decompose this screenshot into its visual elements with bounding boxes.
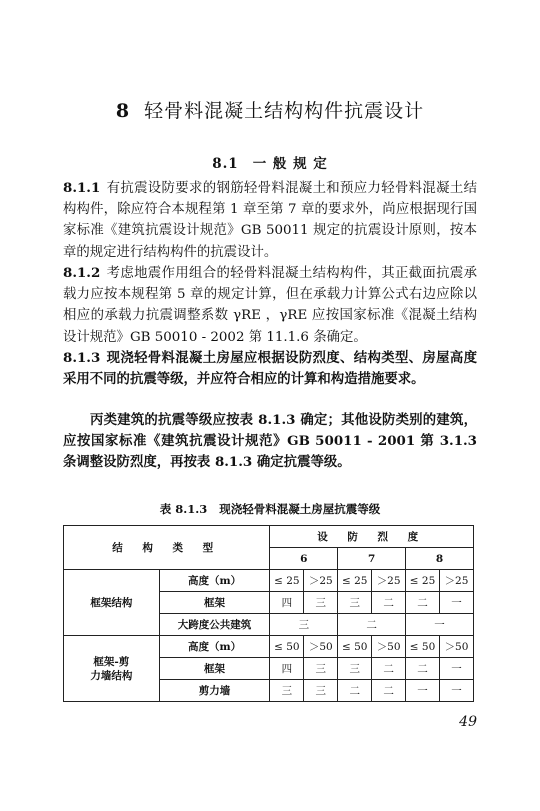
clause-text: 有抗震设防要求的钢筋轻骨料混凝土和预应力轻骨料混凝土结构构件，除应符合本规程第 1 章至第 7 章的要求外，尚应根据现行国家标准《建筑抗震设计规范》GB 50011 规定的抗震设计原则，按本章的规定进行结构构件的抗震设计。 bbox=[63, 181, 477, 260]
table-cell: ＞25 bbox=[304, 570, 338, 592]
table-cell: ≤ 50 bbox=[406, 636, 440, 658]
structure-label-line: 力墙结构 bbox=[90, 669, 133, 682]
table-cell: 二 bbox=[372, 680, 406, 702]
intensity-cell: 8 bbox=[406, 548, 474, 570]
structure-frame-shear-wall bbox=[64, 636, 160, 702]
table-cell: 二 bbox=[372, 658, 406, 680]
clause-8-1-3 bbox=[63, 348, 477, 390]
table-cell: ＞50 bbox=[440, 636, 474, 658]
clause-text: 考虑地震作用组合的轻骨料混凝土结构构件，其正截面抗震承载力应按本规程第 5 章的规定计算，但在承载力计算公式右边应除以相应的承载力抗震调整系数 γRE ，γRE 应按国家标准《混凝土结构设计规范》GB 50010 - 2002 第 11.1.6 条确定。 bbox=[63, 266, 477, 345]
table-cell: 三 bbox=[338, 592, 372, 614]
clause-number: 8.1.1 bbox=[63, 180, 101, 196]
clause-number: 8.1.2 bbox=[63, 265, 101, 281]
structure-label-line: 框架-剪 bbox=[93, 655, 130, 668]
table-cell: ＞50 bbox=[304, 636, 338, 658]
table-cell: ＞25 bbox=[372, 570, 406, 592]
row-label: 高度（m） bbox=[159, 636, 270, 658]
table-cell: 三 bbox=[270, 680, 304, 702]
table-cell: ≤ 25 bbox=[338, 570, 372, 592]
table-cell: 三 bbox=[338, 658, 372, 680]
table-cell: ≤ 50 bbox=[338, 636, 372, 658]
chapter-title-text: 轻骨料混凝土结构构件抗震设计 bbox=[144, 100, 425, 122]
clause-8-1-1 bbox=[63, 178, 477, 263]
table-cell: 二 bbox=[372, 592, 406, 614]
chapter-title bbox=[0, 96, 540, 123]
intensity-cell: 7 bbox=[338, 548, 406, 570]
table-cell: ≤ 50 bbox=[270, 636, 304, 658]
section-number: 8.1 bbox=[212, 156, 239, 172]
paragraph-text: 丙类建筑的抗震等级应按表 8.1.3 确定；其他设防类别的建筑，应按国家标准《建筑抗震设计规范》GB 50011 - 2001 第 3.1.3 条调整设防烈度，再按表 8.1.3 确定抗震等级。 bbox=[63, 412, 477, 471]
table-row bbox=[64, 570, 474, 592]
header-structure-type: 结 构 类 型 bbox=[64, 526, 270, 570]
table-caption bbox=[0, 501, 540, 517]
table-cell: 四 bbox=[270, 592, 304, 614]
table-cell: 三 bbox=[304, 680, 338, 702]
intensity-cell: 6 bbox=[270, 548, 338, 570]
seismic-grade-table bbox=[63, 525, 474, 702]
table-cell: 二 bbox=[406, 658, 440, 680]
table-header-row bbox=[64, 526, 474, 548]
table-cell: 二 bbox=[338, 680, 372, 702]
table-cell: 二 bbox=[338, 614, 406, 636]
table-cell: ≤ 25 bbox=[270, 570, 304, 592]
clause-8-1-3-continued bbox=[63, 410, 477, 474]
table-cell: ≤ 25 bbox=[406, 570, 440, 592]
table-cell: 一 bbox=[406, 680, 440, 702]
chapter-number: 8 bbox=[115, 100, 131, 122]
clause-8-1-2 bbox=[63, 263, 477, 348]
row-label: 框架 bbox=[159, 592, 270, 614]
table-cell: ＞50 bbox=[372, 636, 406, 658]
table-cell: 四 bbox=[270, 658, 304, 680]
table-row bbox=[64, 636, 474, 658]
table-cell: 三 bbox=[304, 658, 338, 680]
row-label: 大跨度公共建筑 bbox=[159, 614, 270, 636]
table-cell: 二 bbox=[406, 592, 440, 614]
row-label: 剪力墙 bbox=[159, 680, 270, 702]
table-number: 表 8.1.3 bbox=[159, 502, 208, 516]
table-cell: 三 bbox=[270, 614, 338, 636]
table-caption-text: 现浇轻骨料混凝土房屋抗震等级 bbox=[219, 502, 381, 516]
header-intensity: 设 防 烈 度 bbox=[270, 526, 474, 548]
table-cell: ＞25 bbox=[440, 570, 474, 592]
clause-text: 现浇轻骨料混凝土房屋应根据设防烈度、结构类型、房屋高度采用不同的抗震等级，并应符合相应的计算和构造措施要求。 bbox=[63, 350, 477, 388]
section-title bbox=[0, 152, 540, 172]
clause-number: 8.1.3 bbox=[63, 350, 101, 366]
table-cell: 一 bbox=[440, 592, 474, 614]
row-label: 框架 bbox=[159, 658, 270, 680]
table-cell: 一 bbox=[440, 680, 474, 702]
page-number: 49 bbox=[459, 714, 477, 730]
table-cell: 三 bbox=[304, 592, 338, 614]
section-title-text: 一 般 规 定 bbox=[252, 156, 328, 172]
table-cell: 一 bbox=[406, 614, 474, 636]
table-cell: 一 bbox=[440, 658, 474, 680]
row-label: 高度（m） bbox=[159, 570, 270, 592]
structure-frame: 框架结构 bbox=[64, 570, 160, 636]
